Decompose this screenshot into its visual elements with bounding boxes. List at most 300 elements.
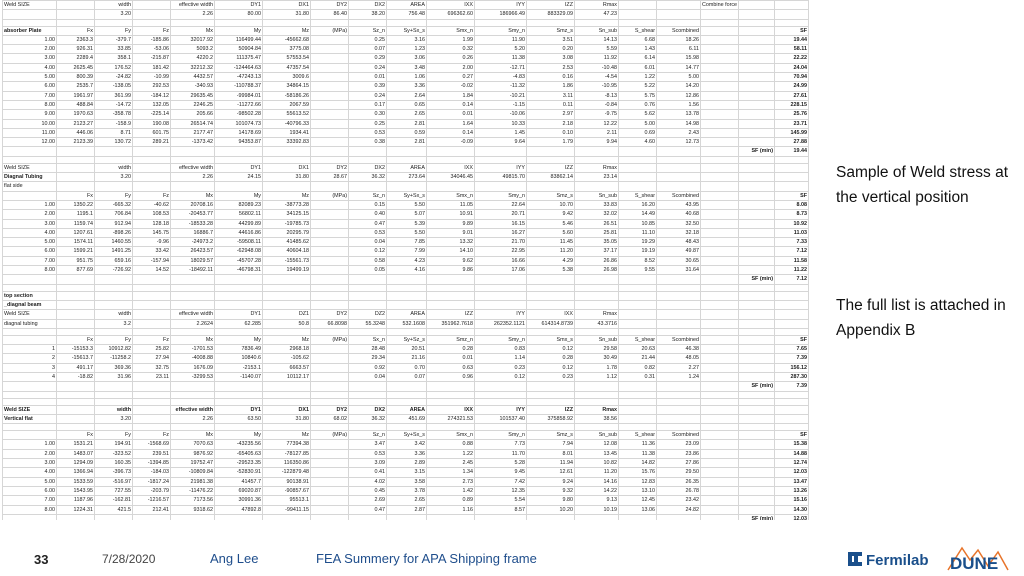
table-cell: 3.20 — [95, 414, 133, 423]
table-cell — [57, 405, 95, 414]
table-cell: -90857.67 — [263, 486, 311, 495]
table-cell: 0.47 — [349, 505, 387, 514]
table-cell: 1599.21 — [57, 247, 95, 256]
table-cell — [739, 363, 775, 372]
table-cell: 3.20 — [95, 173, 133, 182]
blank-row — [3, 328, 809, 335]
table-row — [3, 91, 809, 100]
table-cell: 1195.1 — [57, 210, 95, 219]
table-cell: DY2 — [311, 1, 349, 10]
table-cell: 101537.40 — [475, 414, 527, 423]
table-cell: 2123.27 — [57, 119, 95, 128]
table-cell: 0.70 — [387, 363, 427, 372]
table-cell: 1366.94 — [57, 468, 95, 477]
table-cell: 132.05 — [133, 100, 171, 109]
table-cell: 8.08 — [775, 200, 809, 209]
table-cell: 4.23 — [387, 256, 427, 265]
table-cell: 3.00 — [3, 459, 57, 468]
table-cell: 25.76 — [775, 110, 809, 119]
table-cell — [57, 514, 95, 520]
table-cell: 12.03 — [775, 468, 809, 477]
table-cell: 0.16 — [527, 73, 575, 82]
table-cell: 2067.59 — [263, 100, 311, 109]
table-cell — [311, 345, 349, 354]
blank-row — [3, 156, 809, 163]
table-cell: 9.55 — [619, 266, 657, 275]
table-cell: 22.95 — [475, 247, 527, 256]
table-cell — [311, 219, 349, 228]
table-cell: Sy+Sx_s — [387, 191, 427, 200]
table-cell: 1491.25 — [95, 247, 133, 256]
table-cell: IZZ — [527, 1, 575, 10]
table-cell — [575, 291, 619, 300]
table-cell: 7.85 — [387, 238, 427, 247]
table-cell: 0.76 — [619, 100, 657, 109]
table-cell: 40604.18 — [263, 247, 311, 256]
table-cell: -184.12 — [133, 91, 171, 100]
table-cell — [133, 163, 171, 172]
table-cell: 7.39 — [775, 382, 809, 391]
table-cell — [387, 398, 427, 405]
table-cell: 19752.47 — [171, 459, 215, 468]
table-cell — [311, 291, 349, 300]
table-cell: SF (min) — [739, 275, 775, 284]
table-cell: 5.00 — [3, 238, 57, 247]
table-cell: 13.47 — [775, 477, 809, 486]
table-cell: Mz — [263, 26, 311, 35]
table-cell — [739, 191, 775, 200]
table-cell: 4.00 — [3, 63, 57, 72]
table-cell: 9318.62 — [171, 505, 215, 514]
table-cell: -898.26 — [95, 228, 133, 237]
table-cell: 14.13 — [575, 35, 619, 44]
table-cell: 2.65 — [387, 496, 427, 505]
table-cell: 3009.6 — [263, 73, 311, 82]
table-cell: 160.35 — [95, 459, 133, 468]
table-cell: 5.28 — [475, 459, 527, 468]
table-cell: 8.57 — [475, 505, 527, 514]
svg-text:Fermilab: Fermilab — [866, 552, 929, 569]
table-cell — [739, 10, 775, 19]
table-cell — [775, 398, 809, 405]
table-cell: 10.00 — [3, 119, 57, 128]
table-cell: 5.00 — [657, 73, 701, 82]
table-cell — [311, 284, 349, 291]
table-cell: 10.92 — [775, 219, 809, 228]
table-cell — [387, 291, 427, 300]
table-cell: DX2 — [349, 163, 387, 172]
table-cell — [95, 391, 133, 398]
table-row — [3, 405, 809, 414]
table-cell: effective width — [171, 405, 215, 414]
table-cell — [311, 45, 349, 54]
table-cell — [657, 424, 701, 431]
table-cell — [475, 391, 527, 398]
table-cell — [349, 284, 387, 291]
table-cell: 86.40 — [311, 10, 349, 19]
table-cell: 2.00 — [427, 63, 475, 72]
table-cell — [657, 284, 701, 291]
table-cell — [619, 173, 657, 182]
table-row — [3, 440, 809, 449]
table-cell: -14.72 — [95, 100, 133, 109]
table-cell: 0.23 — [475, 363, 527, 372]
table-cell: 5.07 — [387, 210, 427, 219]
table-row — [3, 210, 809, 219]
table-cell: 1531.21 — [57, 440, 95, 449]
table-cell: 877.69 — [57, 266, 95, 275]
table-cell — [775, 391, 809, 398]
table-cell: DX1 — [263, 1, 311, 10]
table-cell — [349, 514, 387, 520]
table-cell — [311, 477, 349, 486]
table-cell: -158.9 — [95, 119, 133, 128]
table-row — [3, 82, 809, 91]
table-cell — [701, 54, 739, 63]
table-cell — [215, 291, 263, 300]
table-row — [3, 459, 809, 468]
table-cell: 7836.49 — [215, 345, 263, 354]
table-cell — [311, 156, 349, 163]
table-cell — [349, 156, 387, 163]
table-cell: 3.11 — [527, 91, 575, 100]
table-cell: 23.86 — [657, 449, 701, 458]
table-row — [3, 73, 809, 82]
table-cell — [427, 19, 475, 26]
table-cell: 1.16 — [427, 505, 475, 514]
table-cell: SF (min) — [739, 382, 775, 391]
table-cell: -12.71 — [475, 63, 527, 72]
table-cell — [427, 398, 475, 405]
table-cell — [311, 138, 349, 147]
table-cell — [739, 284, 775, 291]
table-cell: 1294.09 — [57, 459, 95, 468]
table-cell: Diagnal Tubing — [3, 173, 57, 182]
table-cell: 47357.54 — [263, 63, 311, 72]
table-cell: 90138.91 — [263, 477, 311, 486]
table-cell: 1 — [3, 345, 57, 354]
table-cell — [349, 291, 387, 300]
table-cell — [311, 468, 349, 477]
table-cell: 756.48 — [387, 10, 427, 19]
table-cell: 2.00 — [3, 45, 57, 54]
table-cell: 9.45 — [475, 468, 527, 477]
table-row — [3, 100, 809, 109]
table-cell — [57, 414, 95, 423]
table-cell: 14.77 — [657, 63, 701, 72]
table-cell: Mx — [171, 191, 215, 200]
table-cell — [475, 284, 527, 291]
table-cell — [739, 414, 775, 423]
table-cell: DX1 — [263, 163, 311, 172]
table-cell: 10.70 — [527, 200, 575, 209]
table-cell — [215, 424, 263, 431]
table-cell — [349, 382, 387, 391]
table-cell — [427, 514, 475, 520]
table-cell: Scombined — [657, 26, 701, 35]
table-cell: -15561.73 — [263, 256, 311, 265]
table-cell: width — [95, 310, 133, 319]
table-cell: 1.22 — [427, 449, 475, 458]
table-row — [3, 228, 809, 237]
table-row — [3, 110, 809, 119]
table-cell: Sn_sub — [575, 26, 619, 35]
table-cell: -4.83 — [475, 73, 527, 82]
table-cell: -15153.3 — [57, 345, 95, 354]
table-cell: -185.86 — [133, 35, 171, 44]
table-cell: 0.12 — [349, 247, 387, 256]
table-cell: 0.58 — [349, 256, 387, 265]
table-cell — [427, 147, 475, 156]
table-cell — [311, 54, 349, 63]
table-cell: DY2 — [311, 310, 349, 319]
table-cell — [57, 1, 95, 10]
table-cell: SF — [775, 335, 809, 344]
table-cell: -24.82 — [95, 73, 133, 82]
table-cell: Vertical flat — [3, 414, 57, 423]
table-cell: 7.99 — [387, 247, 427, 256]
table-cell — [701, 391, 739, 398]
table-cell: 14.88 — [775, 449, 809, 458]
table-cell: _diagnal beam — [3, 300, 57, 309]
table-cell: 14.22 — [575, 486, 619, 495]
table-cell: DY1 — [215, 310, 263, 319]
table-cell: Rmax — [575, 163, 619, 172]
table-cell: -358.78 — [95, 110, 133, 119]
table-cell: 19.44 — [775, 147, 809, 156]
table-cell: -40.62 — [133, 200, 171, 209]
table-cell: 289.21 — [133, 138, 171, 147]
table-cell: 0.14 — [427, 100, 475, 109]
table-cell — [427, 182, 475, 191]
table-cell — [701, 26, 739, 35]
table-cell: -122879.48 — [263, 468, 311, 477]
table-cell: 40.68 — [657, 210, 701, 219]
table-cell: 9.00 — [3, 110, 57, 119]
table-cell — [95, 182, 133, 191]
table-cell: -110788.37 — [215, 82, 263, 91]
table-cell: 31.80 — [263, 414, 311, 423]
table-cell: -1216.57 — [133, 496, 171, 505]
table-cell — [701, 354, 739, 363]
table-cell: 12.00 — [3, 138, 57, 147]
table-cell: -0.84 — [575, 100, 619, 109]
table-cell: 23.42 — [657, 496, 701, 505]
table-cell: Sy+Sz_s — [387, 335, 427, 344]
table-cell: Mx — [171, 335, 215, 344]
table-cell — [311, 110, 349, 119]
table-cell: 14.20 — [657, 82, 701, 91]
table-cell: -62948.08 — [215, 247, 263, 256]
table-cell: 2289.4 — [57, 54, 95, 63]
table-cell — [171, 424, 215, 431]
table-cell: 10112.17 — [263, 372, 311, 381]
table-cell: 5.59 — [575, 45, 619, 54]
table-row — [3, 54, 809, 63]
table-cell — [171, 398, 215, 405]
table-row — [3, 486, 809, 495]
table-cell: 26.35 — [657, 477, 701, 486]
table-cell: -19785.73 — [263, 219, 311, 228]
table-cell — [701, 328, 739, 335]
table-cell: (MPa) — [311, 191, 349, 200]
table-cell: absorber Plate — [3, 26, 57, 35]
table-cell — [619, 147, 657, 156]
table-cell — [619, 310, 657, 319]
table-cell: Weld SIZE — [3, 405, 57, 414]
table-cell: 2.26 — [171, 414, 215, 423]
table-cell: -10.48 — [575, 63, 619, 72]
table-cell: 5.62 — [619, 110, 657, 119]
table-row — [3, 300, 809, 309]
table-cell — [133, 300, 171, 309]
table-cell — [701, 10, 739, 19]
table-cell — [311, 73, 349, 82]
table-cell: 17.06 — [475, 266, 527, 275]
table-row — [3, 354, 809, 363]
table-cell: 7.39 — [775, 354, 809, 363]
table-cell: 9876.92 — [171, 449, 215, 458]
table-cell: 48.05 — [657, 354, 701, 363]
table-cell — [3, 275, 57, 284]
table-cell — [311, 128, 349, 137]
table-cell — [739, 173, 775, 182]
table-cell — [701, 119, 739, 128]
table-cell: 2.53 — [527, 63, 575, 72]
table-cell: 0.47 — [349, 219, 387, 228]
table-cell: 30991.36 — [215, 496, 263, 505]
table-cell: -45707.28 — [215, 256, 263, 265]
footer-author: Ang Lee — [210, 551, 259, 566]
table-cell: 0.11 — [527, 100, 575, 109]
table-cell: 1.78 — [575, 363, 619, 372]
table-cell — [311, 100, 349, 109]
table-cell — [739, 219, 775, 228]
table-cell: width — [95, 405, 133, 414]
table-cell — [775, 19, 809, 26]
table-cell — [171, 156, 215, 163]
table-cell — [619, 328, 657, 335]
table-cell: Smx_n — [427, 431, 475, 440]
table-cell: 11.05 — [427, 200, 475, 209]
table-cell: Sz_n — [349, 26, 387, 35]
table-cell: Fy — [95, 191, 133, 200]
table-cell — [475, 382, 527, 391]
table-cell — [527, 291, 575, 300]
table-row — [3, 119, 809, 128]
table-cell — [527, 424, 575, 431]
table-cell: -29523.35 — [215, 459, 263, 468]
table-cell — [311, 63, 349, 72]
table-cell — [475, 291, 527, 300]
table-cell: 1.12 — [575, 372, 619, 381]
table-cell: 29.58 — [575, 345, 619, 354]
table-cell: -52830.91 — [215, 468, 263, 477]
table-cell: 0.01 — [349, 73, 387, 82]
table-row — [3, 449, 809, 458]
table-cell — [575, 19, 619, 26]
table-cell: 11.36 — [619, 440, 657, 449]
table-cell — [657, 147, 701, 156]
table-cell — [311, 147, 349, 156]
table-cell: 14.49 — [619, 210, 657, 219]
table-cell: 273.64 — [387, 173, 427, 182]
weld-stress-table — [2, 0, 809, 520]
table-cell — [739, 26, 775, 35]
table-cell — [701, 91, 739, 100]
table-cell — [619, 405, 657, 414]
table-cell: SF (min) — [739, 147, 775, 156]
table-cell — [701, 247, 739, 256]
table-cell — [133, 291, 171, 300]
table-cell: 3.16 — [387, 35, 427, 44]
table-cell — [171, 182, 215, 191]
table-cell: 0.10 — [527, 128, 575, 137]
table-cell: 27.86 — [657, 459, 701, 468]
table-cell: 375858.92 — [527, 414, 575, 423]
table-cell: IXX — [527, 310, 575, 319]
table-cell — [427, 391, 475, 398]
table-cell: Fx — [57, 431, 95, 440]
table-cell: 2177.47 — [171, 128, 215, 137]
table-cell — [739, 300, 775, 309]
table-cell: 11.38 — [619, 449, 657, 458]
table-cell: 82089.23 — [215, 200, 263, 209]
table-cell — [739, 200, 775, 209]
table-cell — [475, 147, 527, 156]
table-cell: 20.63 — [619, 345, 657, 354]
table-cell: SF — [775, 26, 809, 35]
table-cell: 727.55 — [95, 486, 133, 495]
table-cell: 21.16 — [387, 354, 427, 363]
table-cell: 7.33 — [775, 238, 809, 247]
table-cell: Fz — [133, 431, 171, 440]
table-cell: Rmax — [575, 310, 619, 319]
table-cell: -10.99 — [133, 73, 171, 82]
side-note-sample: Sample of Weld stress at the vertical position — [836, 164, 1009, 206]
table-cell: 1970.63 — [57, 110, 95, 119]
table-cell — [575, 300, 619, 309]
table-cell — [171, 147, 215, 156]
table-cell — [619, 163, 657, 172]
table-cell: 1934.41 — [263, 128, 311, 137]
table-cell: 2.65 — [387, 110, 427, 119]
table-cell — [527, 156, 575, 163]
table-cell: 3.2 — [95, 319, 133, 328]
table-row — [3, 414, 809, 423]
table-cell — [427, 300, 475, 309]
table-cell: 614314.8739 — [527, 319, 575, 328]
table-cell: 31.96 — [95, 372, 133, 381]
sf-min-row — [3, 514, 809, 520]
table-cell — [701, 372, 739, 381]
table-cell — [57, 398, 95, 405]
table-cell: 2.87 — [387, 505, 427, 514]
table-cell — [575, 328, 619, 335]
table-cell — [427, 284, 475, 291]
table-cell: 11.94 — [527, 459, 575, 468]
blank-row — [3, 398, 809, 405]
table-cell — [739, 119, 775, 128]
table-cell: 262352.1121 — [475, 319, 527, 328]
table-cell — [171, 382, 215, 391]
table-cell — [739, 163, 775, 172]
table-cell: 8.52 — [619, 256, 657, 265]
table-cell: Smy_n — [475, 26, 527, 35]
table-cell: 6.00 — [3, 486, 57, 495]
table-cell: DY2 — [311, 163, 349, 172]
table-cell — [57, 319, 95, 328]
